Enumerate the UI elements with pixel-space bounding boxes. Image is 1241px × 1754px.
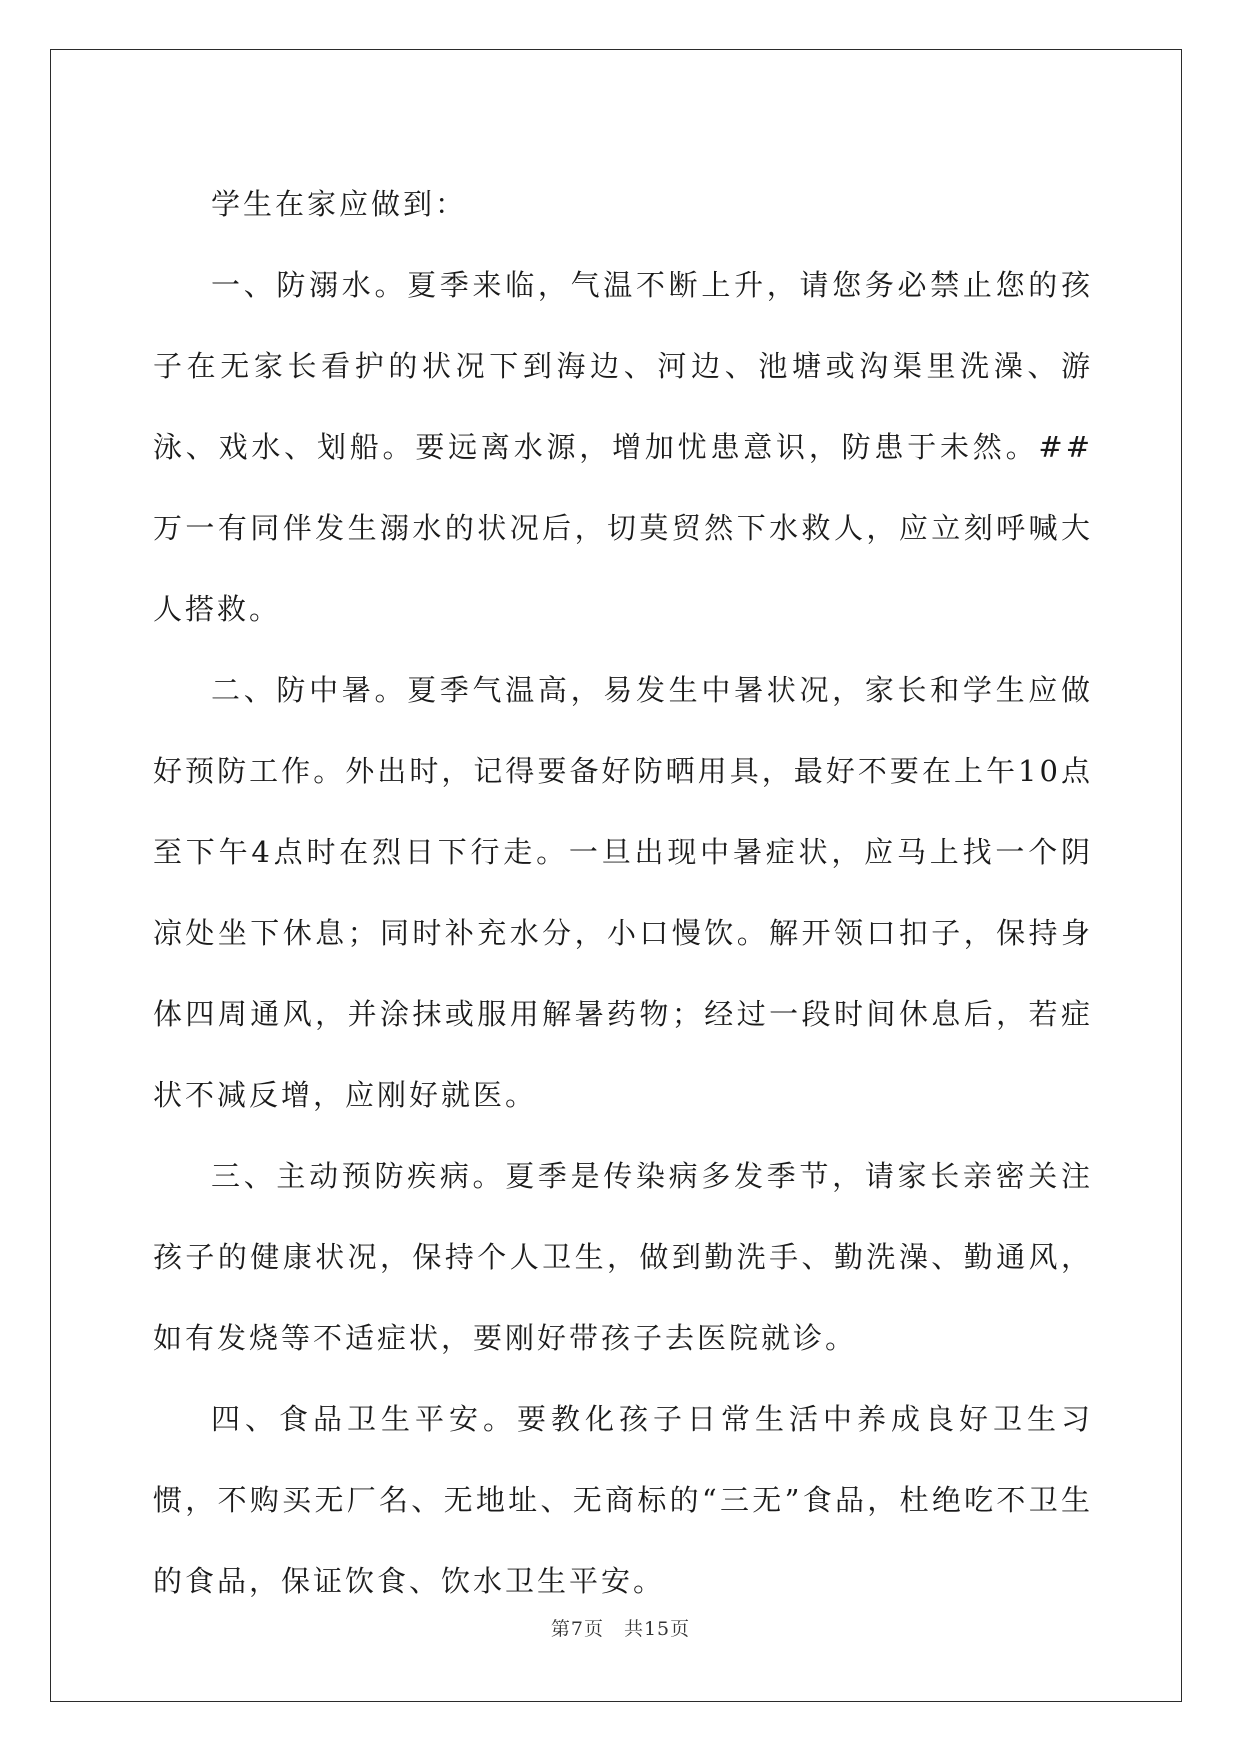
paragraph-food-safety: 四、食品卫生平安。要教化孩子日常生活中养成良好卫生习惯，不购买无厂名、无地址、无商标的“三无”食品，杜绝吃不卫生的食品，保证饮食、饮水卫生平安。	[153, 1402, 1093, 1598]
page-number: 第7页	[550, 1618, 604, 1640]
intro-line: 学生在家应做到：	[211, 187, 468, 221]
paragraph-disease: 三、主动预防疾病。夏季是传染病多发季节，请家长亲密关注孩子的健康状况，保持个人卫生，做到勤洗手、勤洗澡、勤通风，如有发烧等不适症状，要刚好带孩子去医院就诊。	[153, 1159, 1093, 1355]
paragraph-drowning: 一、防溺水。夏季来临，气温不断上升，请您务必禁止您的孩子在无家长看护的状况下到海边、河边、池塘或沟渠里洗澡、游泳、戏水、划船。要远离水源，增加忧患意识，防患于未然。##万一有同伴发生溺水的状况后，切莫贸然下水救人，应立刻呼喊大人搭救。	[153, 268, 1093, 626]
paragraph-heatstroke: 二、防中暑。夏季气温高，易发生中暑状况，家长和学生应做好预防工作。外出时，记得要备好防晒用具，最好不要在上午10点至下午4点时在烈日下行走。一旦出现中暑症状，应马上找一个阴凉处坐下休息；同时补充水分，小口慢饮。解开领口扣子，保持身体四周通风，并涂抹或服用解暑药物；经过一段时间休息后，若症状不减反增，应刚好就医。	[153, 673, 1093, 1112]
page-footer	[0, 1614, 1241, 1641]
page-total: 共15页	[623, 1618, 691, 1640]
document-body	[153, 164, 1093, 1622]
